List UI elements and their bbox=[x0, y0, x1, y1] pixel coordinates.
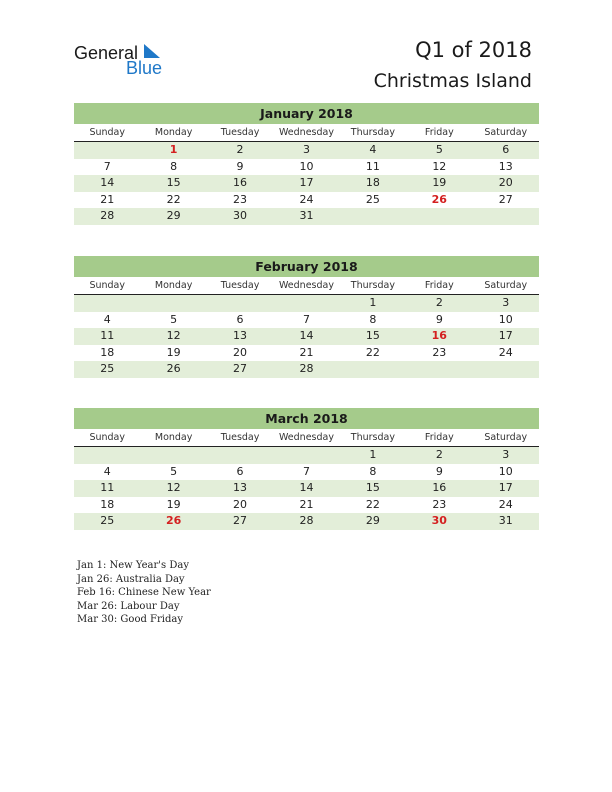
month-calendar bbox=[74, 408, 539, 530]
date-cell: 13 bbox=[498, 159, 513, 173]
date-cell: 20 bbox=[233, 497, 248, 511]
month-header: March 2018 bbox=[74, 408, 539, 429]
weekday-label: Monday bbox=[154, 432, 193, 443]
week-row bbox=[74, 192, 539, 209]
date-cell: 4 bbox=[103, 312, 111, 326]
weekday-label: Sunday bbox=[89, 280, 125, 291]
logo-general-text: General bbox=[74, 43, 139, 63]
date-cell bbox=[273, 447, 339, 464]
date-cell: 24 bbox=[498, 345, 513, 359]
date-cell: 11 bbox=[100, 481, 115, 494]
date-cell: 12 bbox=[166, 481, 181, 494]
month-header: January 2018 bbox=[74, 103, 539, 124]
date-cell: 6 bbox=[236, 464, 244, 478]
date-cell: 1 bbox=[369, 296, 377, 309]
week-row bbox=[74, 447, 539, 464]
weekday-label: Wednesday bbox=[278, 127, 334, 138]
date-cell: 5 bbox=[170, 464, 178, 478]
logo bbox=[74, 43, 184, 77]
date-cell: 17 bbox=[498, 329, 513, 342]
weekday-header-row bbox=[74, 429, 539, 447]
date-cell: 16 bbox=[233, 176, 248, 189]
date-cell: 17 bbox=[299, 176, 314, 189]
date-cell: 24 bbox=[299, 192, 314, 206]
date-cell: 11 bbox=[365, 159, 380, 173]
holiday-date-cell: 26 bbox=[165, 514, 182, 527]
date-cell: 3 bbox=[302, 143, 310, 156]
date-cell: 11 bbox=[100, 329, 115, 342]
date-cell: 12 bbox=[432, 159, 447, 173]
date-cell bbox=[140, 447, 206, 464]
date-cell: 10 bbox=[498, 464, 513, 478]
holiday-entry: Feb 16: Chinese New Year bbox=[77, 587, 211, 599]
date-cell: 20 bbox=[233, 345, 248, 359]
weekday-label: Tuesday bbox=[220, 127, 260, 138]
weekday-header-row bbox=[74, 277, 539, 295]
date-cell: 18 bbox=[100, 497, 115, 511]
logo-blue-text: Blue bbox=[126, 58, 163, 78]
date-cell: 24 bbox=[498, 497, 513, 511]
date-cell: 20 bbox=[498, 176, 513, 189]
logo-triangle-icon bbox=[142, 44, 162, 60]
month-calendar bbox=[74, 103, 539, 225]
date-cell bbox=[207, 295, 273, 312]
date-cell: 19 bbox=[166, 497, 181, 511]
date-cell: 7 bbox=[103, 159, 111, 173]
date-cell: 10 bbox=[498, 312, 513, 326]
week-row bbox=[74, 464, 539, 481]
date-cell: 17 bbox=[498, 481, 513, 494]
weekday-label: Thursday bbox=[350, 432, 395, 443]
date-cell bbox=[74, 142, 140, 159]
date-cell: 12 bbox=[166, 329, 181, 342]
date-cell: 8 bbox=[369, 464, 377, 478]
page-subtitle: Christmas Island bbox=[373, 70, 532, 92]
week-row bbox=[74, 480, 539, 497]
month-header: February 2018 bbox=[74, 256, 539, 277]
date-cell: 27 bbox=[233, 362, 248, 375]
holiday-entry: Mar 30: Good Friday bbox=[77, 614, 183, 626]
holiday-date-cell: 30 bbox=[431, 514, 447, 527]
weekday-label: Saturday bbox=[484, 127, 528, 138]
date-cell: 2 bbox=[435, 296, 443, 309]
date-cell: 28 bbox=[299, 362, 314, 375]
weekday-label: Friday bbox=[424, 280, 454, 291]
holiday-date-cell: 16 bbox=[431, 329, 447, 342]
date-cell: 21 bbox=[299, 497, 314, 511]
weekday-label: Monday bbox=[154, 280, 193, 291]
date-cell: 13 bbox=[233, 329, 248, 342]
date-cell: 15 bbox=[365, 481, 380, 494]
date-cell bbox=[340, 361, 406, 378]
date-cell: 15 bbox=[166, 176, 181, 189]
weekday-label: Friday bbox=[424, 127, 454, 138]
date-cell: 19 bbox=[432, 176, 447, 189]
weekday-label: Monday bbox=[154, 127, 193, 138]
date-cell: 23 bbox=[233, 192, 248, 206]
weekday-label: Tuesday bbox=[220, 280, 260, 291]
date-cell: 26 bbox=[166, 362, 181, 375]
date-cell: 7 bbox=[302, 464, 310, 478]
holiday-date-cell: 1 bbox=[169, 143, 178, 156]
weekday-label: Sunday bbox=[89, 127, 125, 138]
weekday-label: Saturday bbox=[484, 432, 528, 443]
date-cell bbox=[340, 208, 406, 225]
date-cell: 5 bbox=[170, 312, 178, 326]
date-cell bbox=[140, 295, 206, 312]
date-cell: 23 bbox=[432, 345, 447, 359]
date-cell: 1 bbox=[369, 448, 377, 461]
date-cell: 22 bbox=[365, 497, 380, 511]
date-cell bbox=[74, 295, 140, 312]
date-cell: 18 bbox=[365, 176, 380, 189]
weekday-label: Thursday bbox=[350, 127, 395, 138]
date-cell: 3 bbox=[502, 296, 510, 309]
date-cell: 13 bbox=[233, 481, 248, 494]
holiday-entry: Jan 26: Australia Day bbox=[77, 573, 185, 585]
week-row bbox=[74, 513, 539, 530]
week-row bbox=[74, 345, 539, 362]
page-title: Q1 of 2018 bbox=[415, 38, 532, 62]
date-cell bbox=[473, 208, 539, 225]
date-cell bbox=[406, 361, 472, 378]
date-cell: 27 bbox=[233, 514, 248, 527]
date-cell: 9 bbox=[435, 312, 443, 326]
date-cell: 2 bbox=[435, 448, 443, 461]
weekday-label: Tuesday bbox=[220, 432, 260, 443]
month-calendar bbox=[74, 256, 539, 378]
week-row bbox=[74, 142, 539, 159]
date-cell: 9 bbox=[435, 464, 443, 478]
date-cell: 23 bbox=[432, 497, 447, 511]
date-cell: 31 bbox=[299, 209, 314, 222]
week-row bbox=[74, 159, 539, 176]
date-cell: 25 bbox=[100, 514, 115, 527]
date-cell: 18 bbox=[100, 345, 115, 359]
date-cell: 22 bbox=[365, 345, 380, 359]
weekday-label: Thursday bbox=[350, 280, 395, 291]
weekday-header-row bbox=[74, 124, 539, 142]
date-cell bbox=[207, 447, 273, 464]
date-cell bbox=[273, 295, 339, 312]
date-cell bbox=[406, 208, 472, 225]
date-cell: 14 bbox=[100, 176, 115, 189]
date-cell: 21 bbox=[299, 345, 314, 359]
date-cell: 14 bbox=[299, 481, 314, 494]
date-cell: 21 bbox=[100, 192, 115, 206]
date-cell: 2 bbox=[236, 143, 244, 156]
date-cell: 29 bbox=[365, 514, 380, 527]
date-cell: 25 bbox=[100, 362, 115, 375]
date-cell: 10 bbox=[299, 159, 314, 173]
date-cell: 31 bbox=[498, 514, 513, 527]
date-cell: 28 bbox=[299, 514, 314, 527]
holiday-date-cell: 26 bbox=[431, 192, 447, 206]
date-cell bbox=[74, 447, 140, 464]
date-cell: 25 bbox=[365, 192, 380, 206]
week-row bbox=[74, 295, 539, 312]
date-cell: 5 bbox=[435, 143, 443, 156]
week-row bbox=[74, 208, 539, 225]
date-cell: 8 bbox=[369, 312, 377, 326]
date-cell: 16 bbox=[432, 481, 447, 494]
week-row bbox=[74, 328, 539, 345]
date-cell: 4 bbox=[103, 464, 111, 478]
weekday-label: Wednesday bbox=[278, 280, 334, 291]
holiday-entry: Mar 26: Labour Day bbox=[77, 600, 180, 612]
date-cell: 6 bbox=[502, 143, 510, 156]
date-cell: 8 bbox=[170, 159, 178, 173]
date-cell: 28 bbox=[100, 209, 115, 222]
date-cell: 30 bbox=[233, 209, 248, 222]
date-cell: 6 bbox=[236, 312, 244, 326]
weekday-label: Saturday bbox=[484, 280, 528, 291]
date-cell bbox=[473, 361, 539, 378]
holiday-entry: Jan 1: New Year's Day bbox=[77, 560, 189, 571]
weekday-label: Sunday bbox=[89, 432, 125, 443]
date-cell: 27 bbox=[498, 192, 513, 206]
week-row bbox=[74, 497, 539, 514]
date-cell: 22 bbox=[166, 192, 181, 206]
holiday-list bbox=[77, 559, 211, 627]
date-cell: 29 bbox=[166, 209, 181, 222]
date-cell: 19 bbox=[166, 345, 181, 359]
date-cell: 3 bbox=[502, 448, 510, 461]
weekday-label: Wednesday bbox=[278, 432, 334, 443]
week-row bbox=[74, 361, 539, 378]
date-cell: 14 bbox=[299, 329, 314, 342]
date-cell: 9 bbox=[236, 159, 244, 173]
weekday-label: Friday bbox=[424, 432, 454, 443]
week-row bbox=[74, 312, 539, 329]
week-row bbox=[74, 175, 539, 192]
date-cell: 15 bbox=[365, 329, 380, 342]
date-cell: 7 bbox=[302, 312, 310, 326]
date-cell: 4 bbox=[369, 143, 377, 156]
